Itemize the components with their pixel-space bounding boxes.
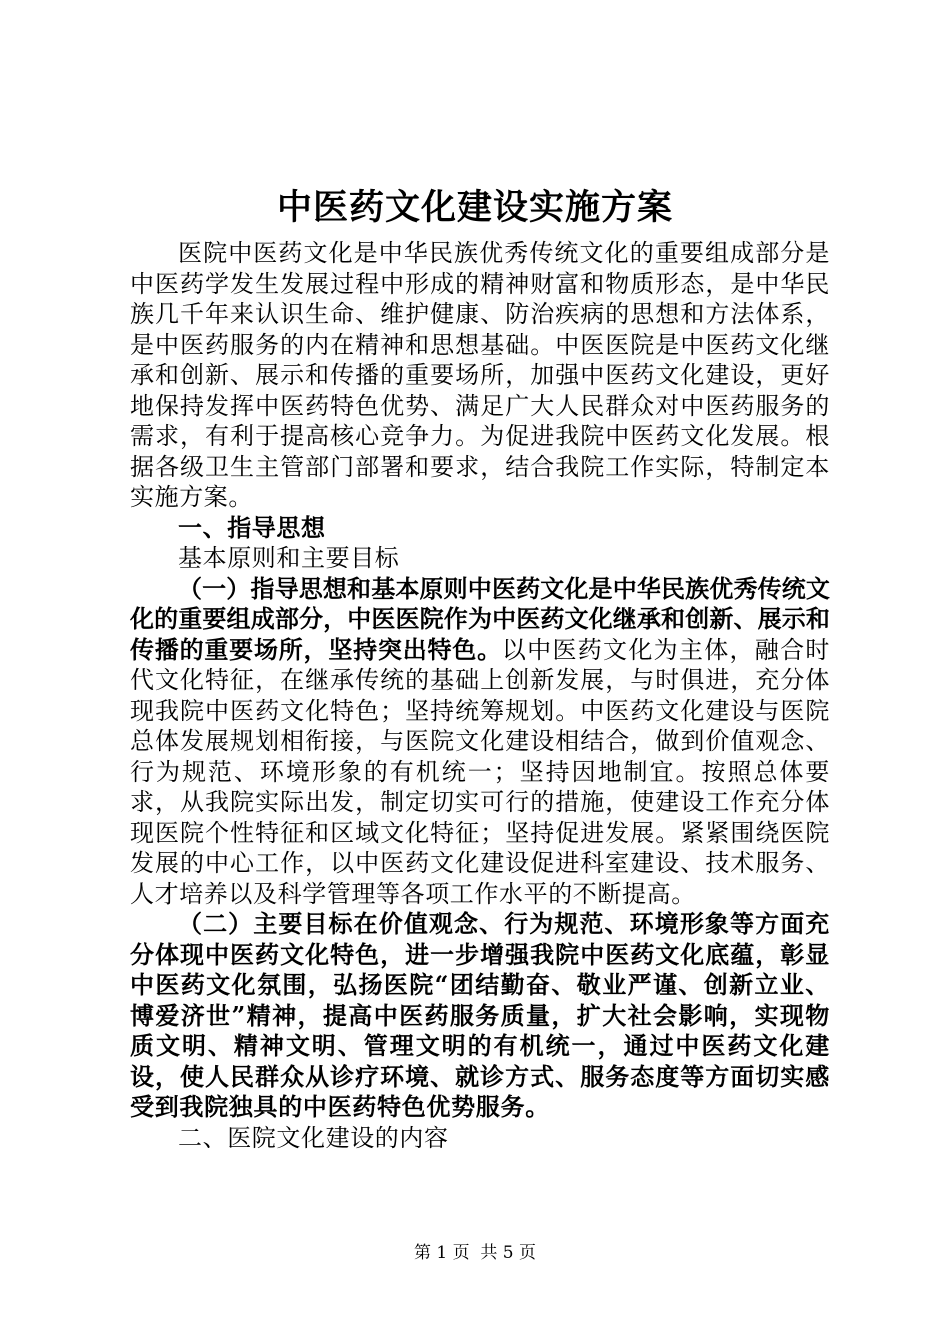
section-heading-guiding-thought: 一、指导思想 — [178, 512, 326, 542]
principles-normal-run: 以中医药文化为主体，融合时代文化特征，在继承传统的基础上创新发展，与时俱进，充分体现我院中医药文化特色；坚持统筹规划。中医药文化建设与医院总体发展规划相衔接，与医院文化建设相结合，做到价值观念、行为规范、环境形象的有机统一；坚持因地制宜。按照总体要求，从我院实际出发，制定切实可行的措施，使建设工作充分体现医院个性特征和区域文化特征；坚持促进发展。紧紧围绕医院发展的中心工作，以中医药文化建设促进科室建设、技术服务、人才培养以及科学管理等各项工作水平的不断提高。 — [130, 635, 830, 908]
main-goals-paragraph: （二）主要目标在价值观念、行为规范、环境形象等方面充分体现中医药文化特色，进一步增强我院中医药文化底蕴，彰显中医药文化氛围，弘扬医院“团结勤奋、敬业严谨、创新立业、博爱济世”精神，提高中医药服务质量，扩大社会影响，实现物质文明、精神文明、管理文明的有机统一，通过中医药文化建设，使人民群众从诊疗环境、就诊方式、服务态度等方面切实感受到我院独具的中医药特色优势服务。 — [130, 909, 830, 1121]
principles-paragraph — [130, 574, 830, 910]
document-title: 中医药文化建设实施方案 — [276, 187, 673, 228]
principles-bold-run: （一）指导思想和基本原则中医药文化是中华民族优秀传统文化的重要组成部分，中医医院作为中医药文化继承和创新、展示和传播的重要场所，坚持突出特色。 — [130, 573, 830, 664]
page-number-footer: 第 1 页 共 5 页 — [413, 1243, 537, 1263]
document-body — [130, 238, 830, 1153]
section-heading-contents: 二、医院文化建设的内容 — [178, 1123, 449, 1152]
intro-paragraph: 医院中医药文化是中华民族优秀传统文化的重要组成部分是中医药学发生发展过程中形成的精神财富和物质形态，是中华民族几千年来认识生命、维护健康、防治疾病的思想和方法体系，是中医药服务的内在精神和思想基础。中医医院是中医药文化继承和创新、展示和传播的重要场所，加强中医药文化建设，更好地保持发挥中医药特色优势、满足广大人民群众对中医药服务的需求，有利于提高核心竞争力。为促进我院中医药文化发展。根据各级卫生主管部门部署和要求，结合我院工作实际，特制定本实施方案。 — [130, 239, 830, 511]
section-subheading-principles: 基本原则和主要目标 — [178, 544, 400, 572]
